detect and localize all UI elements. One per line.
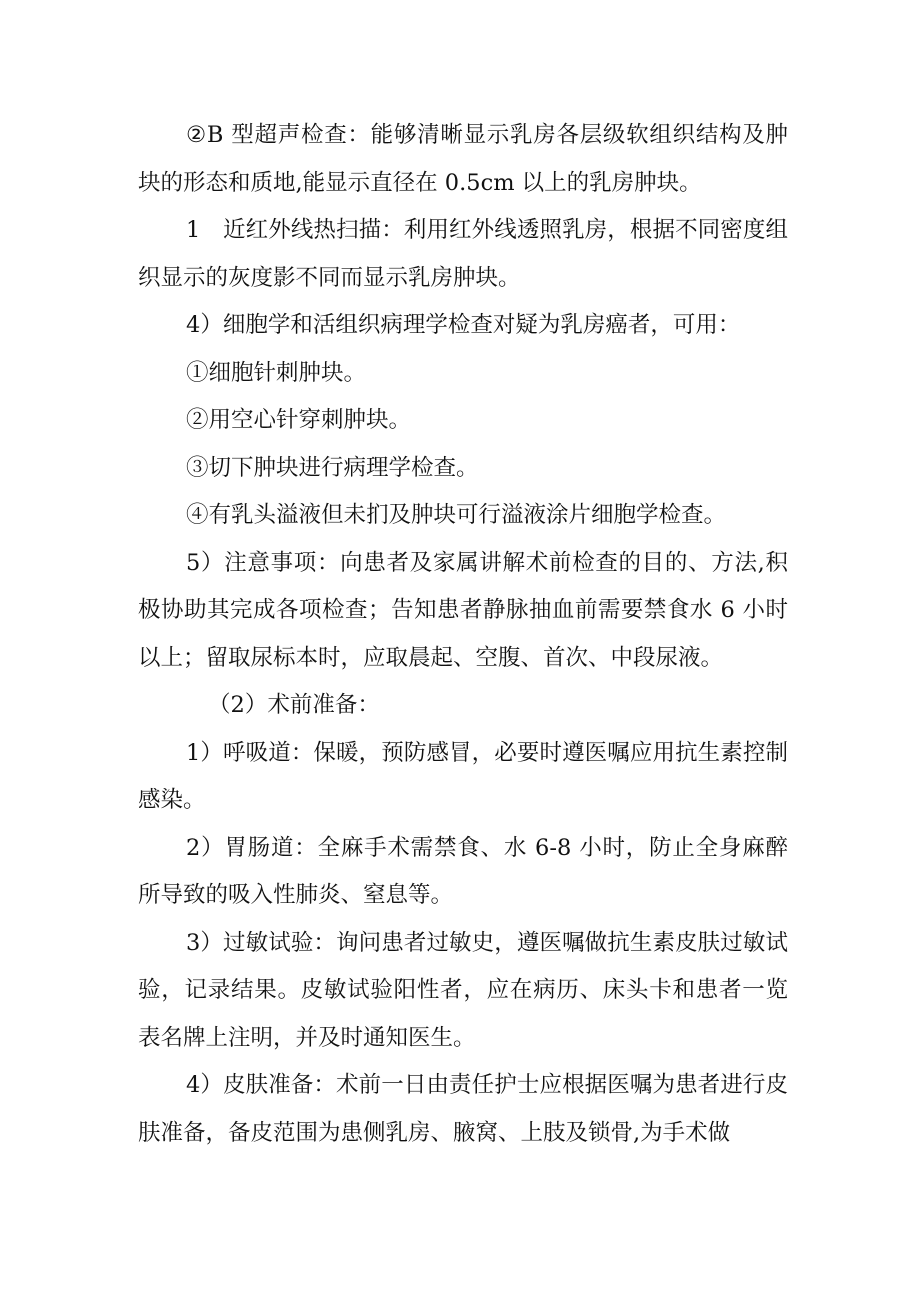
paragraph-allergy-test: 3）过敏试验：询问患者过敏史，遵医嘱做抗生素皮肤过敏试验，记录结果。皮敏试验阳性者，应在病历、床头卡和患者一览表名牌上注明，并及时通知医生。 bbox=[138, 929, 788, 1051]
paragraph-cytology-heading: 4）细胞学和活组织病理学检查对疑为乳房癌者，可用： bbox=[186, 312, 741, 338]
paragraph-ultrasound: ②B 型超声检查：能够清晰显示乳房各层级软组织结构及肿块的形态和质地,能显示直径在 0.5cm 以上的乳房肿块。 bbox=[138, 122, 788, 196]
paragraph-cytology-item-4: ④有乳头溢液但未扪及肿块可行溢液涂片细胞学检查。 bbox=[186, 502, 727, 528]
paragraph-cytology-item-2: ②用空心针穿刺肿块。 bbox=[186, 407, 412, 433]
paragraph-cytology-item-1: ①细胞针刺肿块。 bbox=[186, 359, 367, 386]
paragraph-precautions: 5）注意事项：向患者及家属讲解术前检查的目的、方法,积极协助其完成各项检查；告知患者静脉抽血前需要禁食水 6 小时以上；留取尿标本时，应取晨起、空腹、首次、中段尿液。 bbox=[138, 549, 788, 671]
paragraph-infrared-scan: 1 近红外线热扫描：利用红外线透照乳房，根据不同密度组织显示的灰度影不同而显示乳房肿块。 bbox=[138, 217, 788, 291]
paragraph-gastrointestinal: 2）胃肠道：全麻手术需禁食、水 6-8 小时，防止全身麻醉所导致的吸入性肺炎、窒息等。 bbox=[138, 834, 788, 908]
section-heading-preop-prep: （2）术前准备： bbox=[208, 692, 380, 718]
document-body bbox=[138, 112, 788, 1157]
paragraph-respiratory: 1）呼吸道：保暖，预防感冒，必要时遵医嘱应用抗生素控制感染。 bbox=[138, 739, 788, 813]
paragraph-skin-prep: 4）皮肤准备：术前一日由责任护士应根据医嘱为患者进行皮肤准备，备皮范围为患侧乳房、腋窝、上肢及锁骨,为手术做 bbox=[138, 1072, 788, 1146]
paragraph-cytology-item-3: ③切下肿块进行病理学检查。 bbox=[186, 454, 479, 481]
